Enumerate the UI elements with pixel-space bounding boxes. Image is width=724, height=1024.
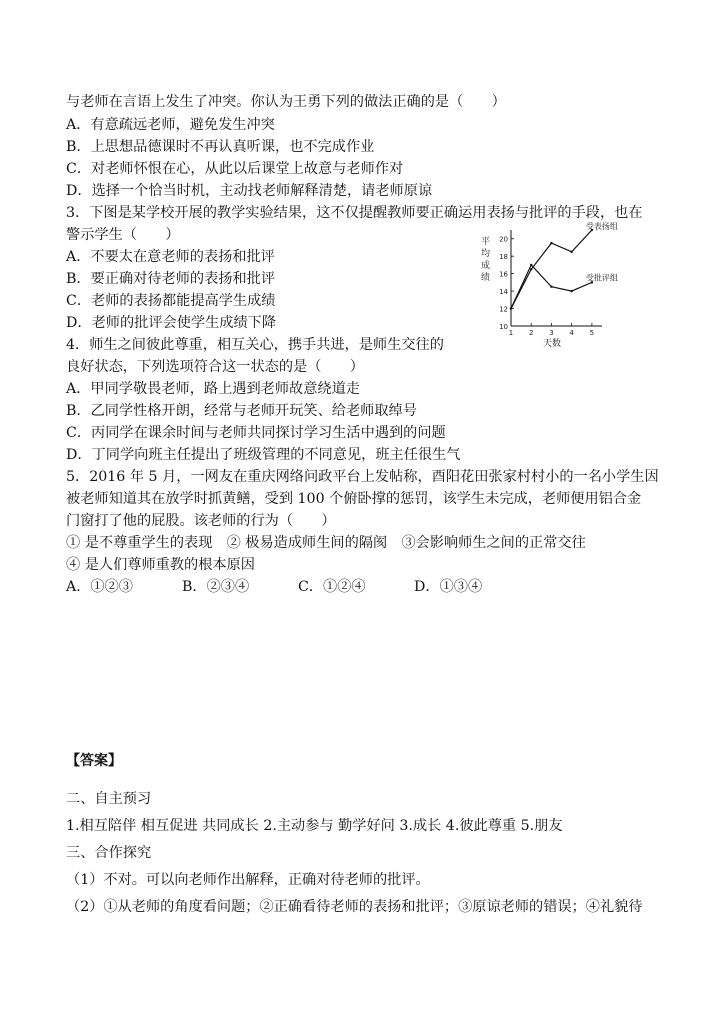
q5-statements-line1: ① 是不尊重学生的表现 ② 极易造成师生间的隔阂 ③会影响师生之间的正常交往 — [66, 535, 586, 551]
y-tick-label: 16 — [499, 270, 508, 279]
y-tick-label: 18 — [499, 253, 508, 262]
q3-option-a: A．不要太在意老师的表扬和批评 — [66, 249, 275, 265]
data-point — [510, 307, 512, 309]
y-axis-label — [481, 236, 490, 283]
y-ticks — [499, 236, 514, 331]
y-tick-label: 14 — [499, 288, 508, 297]
q5-option-a: A．①②③ — [66, 579, 133, 595]
q2-option-b: B．上思想品德课时不再认真听课，也不完成作业 — [66, 139, 375, 155]
x-tick-label: 4 — [569, 329, 574, 337]
q2-option-c: C．对老师怀恨在心，从此以后课堂上故意与老师作对 — [66, 161, 404, 177]
q3-stem-line1: 3．下图是某学校开展的教学实验结果，这不仅提醒教师要正确运用表扬与批评的手段，也在 — [66, 205, 643, 221]
series-label-2: 受批评组 — [585, 273, 618, 283]
q4-option-b: B．乙同学性格开朗，经常与老师开玩笑、给老师取绰号 — [66, 403, 417, 419]
y-tick-label: 10 — [499, 323, 508, 331]
q4-option-a: A．甲同学敬畏老师，路上遇到老师故意绕道走 — [66, 381, 360, 397]
q4-option-d: D．丁同学向班主任提出了班级管理的不同意见，班主任很生气 — [66, 447, 461, 463]
y-tick-label: 12 — [499, 305, 508, 314]
data-point — [550, 286, 552, 288]
data-point — [550, 242, 552, 244]
section2-answers: 1.相互陪伴 相互促进 共同成长 2.主动参与 勤学好问 3.成长 4.彼此尊重 5.朋友 — [66, 818, 563, 834]
y-axis-label-char: 绩 — [481, 273, 491, 283]
data-point — [530, 268, 532, 270]
data-point — [570, 251, 572, 253]
q3-option-c: C．老师的表扬都能提高学生成绩 — [66, 293, 276, 309]
q5-stem-line2: 被老师知道其在放学时抓黄鳝，受到 100 个俯卧撑的惩罚，该学生未完成，老师便用铝合金 — [66, 491, 642, 507]
x-tick-label: 3 — [549, 329, 554, 337]
q5-option-c: C．①②④ — [298, 579, 366, 595]
q5-statements-line2: ④ 是人们尊师重教的根本原因 — [66, 557, 255, 573]
q2-option-a: A．有意疏远老师，避免发生冲突 — [66, 117, 275, 133]
x-tick-label: 2 — [528, 329, 534, 337]
y-axis-label-char: 成 — [481, 261, 491, 271]
y-axis-label-char: 均 — [481, 249, 491, 259]
q3-option-b: B．要正确对待老师的表扬和批评 — [66, 271, 276, 287]
section2-title: 二、自主预习 — [66, 791, 152, 807]
answer-heading: 【答案】 — [66, 753, 122, 769]
q3-option-d: D．老师的批评会使学生成绩下降 — [66, 315, 277, 331]
score-line-chart — [478, 222, 618, 350]
section3-answer-2: （2）①从老师的角度看问题；②正确看待老师的表扬和批评；③原谅老师的错误；④礼貌待 — [66, 899, 643, 915]
data-point — [570, 290, 572, 292]
section3-answer-1: （1）不对。可以向老师作出解释，正确对待老师的批评。 — [66, 872, 430, 888]
q5-option-d: D．①③④ — [414, 579, 483, 595]
series-line-1 — [511, 230, 592, 309]
q2-option-d: D．选择一个恰当时机，主动找老师解释清楚，请老师原谅 — [66, 183, 433, 199]
x-ticks — [509, 323, 594, 337]
q3-stem-line2: 警示学生（ ） — [66, 227, 180, 243]
q4-stem-line1: 4．师生之间彼此尊重，相互关心，携手共进，是师生交往的 — [66, 337, 444, 353]
x-tick-label: 1 — [508, 329, 514, 337]
q4-option-c: C．丙同学在课余时间与老师共同探讨学习生活中遇到的问题 — [66, 425, 446, 441]
y-tick-label: 20 — [499, 235, 508, 244]
q2-stem: 与老师在言语上发生了冲突。你认为王勇下列的做法正确的是（ ） — [66, 94, 506, 110]
q5-stem-line3: 门窗打了他的屁股。该老师的行为（ ） — [66, 513, 336, 529]
x-axis-label: 天数 — [543, 339, 562, 349]
series-group — [510, 222, 618, 310]
q5-stem-line1: 5．2016 年 5 月，一网友在重庆网络问政平台上发帖称，酉阳花田张家村村小的一名小学生因 — [66, 469, 659, 485]
y-axis-label-char: 平 — [481, 237, 491, 247]
section3-title: 三、合作探究 — [66, 845, 152, 861]
data-point — [530, 264, 532, 266]
x-tick-label: 5 — [589, 329, 595, 337]
q4-stem-line2: 良好状态，下列选项符合这一状态的是（ ） — [66, 359, 364, 375]
q5-option-b: B．②③④ — [182, 579, 250, 595]
series-label-1: 受表扬组 — [585, 222, 618, 231]
